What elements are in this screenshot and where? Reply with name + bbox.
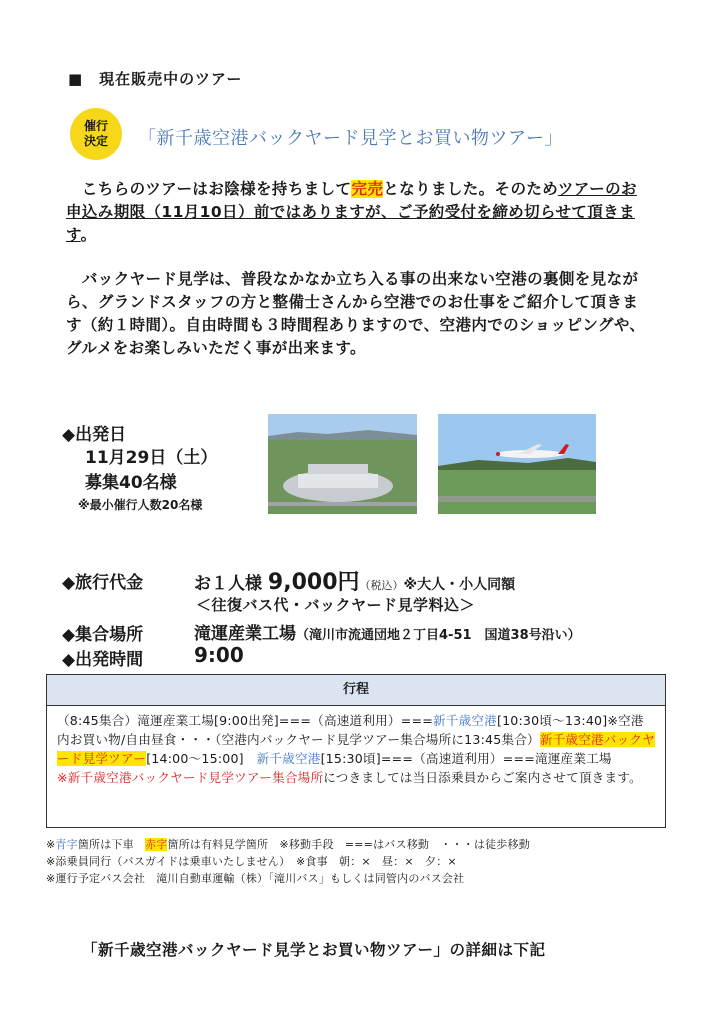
departure-time: 9:00 — [194, 643, 244, 667]
note1-text-b: 箇所は有料見学箇所 ※移動手段 ===はバス移動 ・・・は徒歩移動 — [167, 838, 530, 851]
itinerary-header: 行程 — [47, 675, 665, 706]
intro-paragraph — [66, 178, 646, 247]
minimum-participants-note: ※最小催行人数20名様 — [78, 498, 203, 512]
note-red-text: 赤字 — [145, 838, 168, 851]
meeting-place-line — [194, 619, 581, 644]
meeting-address: （滝川市流通団地２丁目4-51 国道38号沿い） — [296, 628, 581, 643]
airplane-photo — [438, 414, 596, 514]
fee-includes: ＜往復バス代・バックヤード見学料込＞ — [196, 596, 476, 614]
sold-out-highlight: 完売 — [351, 180, 384, 198]
badge-line2: 決定 — [83, 134, 108, 148]
itinerary-airport-1: 新千歳空港 — [432, 713, 497, 728]
intro-end: 。 — [80, 226, 97, 244]
itinerary-backyard-tour: 新千歳空港バックヤード見学ツアー — [57, 732, 655, 766]
fee-label: ◆旅行代金 — [62, 573, 144, 593]
itinerary-seg-5: [14:00〜15:00] — [146, 751, 257, 766]
meeting-place-label: ◆集合場所 — [62, 625, 144, 645]
fee-prefix: お１人様 — [194, 574, 262, 594]
departure-label: ◆出発日 — [62, 425, 127, 445]
itinerary-body — [47, 706, 665, 787]
badge-line1: 催行 — [83, 119, 108, 133]
note1-mark: ※ — [46, 838, 56, 851]
itinerary-box — [46, 674, 666, 828]
guide-meal-note: ※添乗員同行（バスガイドは乗車いたしません） ※食事 朝：× 昼：× 夕：× — [46, 855, 457, 868]
fee-line — [194, 565, 515, 596]
fee-amount: 9,000円 — [267, 570, 360, 595]
departure-date: 11月29日（土） — [85, 448, 218, 468]
deadline-notice: ツアーのお申込み期限（11月10日）前ではありますが、ご予約受付を締め切らせて頂きます — [66, 180, 637, 244]
fee-audience: ※大人・小人同額 — [403, 577, 516, 593]
departure-quota: 募集40名様 — [85, 473, 177, 493]
intro-text-2: となりました。そのため — [383, 180, 558, 198]
meeting-place: 滝運産業工場 — [194, 624, 296, 644]
intro-text-1: こちらのツアーはお陰様を持ちまして — [66, 180, 352, 198]
itinerary-seg-7: [15:30頃]===（高速道利用）===滝運産業工場 — [320, 751, 612, 766]
bus-company-note: ※運行予定バス会社 滝川自動車運輸（株）「滝川バス」もしくは同管内のバス会社 — [46, 872, 465, 885]
itinerary-note-text: につきましては当日添乗員からご案内させて頂きます。 — [323, 770, 642, 785]
itinerary-note-mark: ※ — [57, 770, 68, 785]
section-title: ■ 現在販売中のツアー — [68, 70, 243, 88]
note1-text-a: 箇所は下車 — [77, 838, 146, 851]
legend-note — [46, 836, 530, 852]
tour-title: 「新千歳空港バックヤード見学とお買い物ツアー」 — [138, 128, 563, 149]
fee-tax: （税込） — [359, 579, 404, 592]
footer-text: 「新千歳空港バックヤード見学とお買い物ツアー」の詳細は下記 — [82, 941, 546, 959]
departure-time-label: ◆出発時間 — [62, 650, 144, 670]
detail-paragraph: バックヤード見学は、普段なかなか立ち入る事の出来ない空港の裏側を見ながら、グランドスタッフの方と整備士さんから空港でのお仕事をご紹介して頂きます（約１時間）。自由時間も３時間程ありますので、空港内でのショッピングや、グルメをお楽しみいただく事が出来ます。 — [66, 270, 646, 357]
itinerary-seg-1: （8:45集合）滝運産業工場[9:00出発]===（高速道利用）=== — [57, 713, 433, 728]
note-blue-text: 青字 — [55, 838, 78, 851]
itinerary-meeting-point: 新千歳空港バックヤード見学ツアー集合場所 — [67, 770, 324, 785]
itinerary-seg-3: [10:30頃〜13:40]※空港内お買い物/自由昼食・・・（空港内バックヤード見学ツアー集合場所に13:45集合） — [57, 713, 644, 747]
airport-aerial-photo — [268, 414, 417, 514]
itinerary-airport-2: 新千歳空港 — [256, 751, 321, 766]
status-badge — [70, 108, 122, 160]
